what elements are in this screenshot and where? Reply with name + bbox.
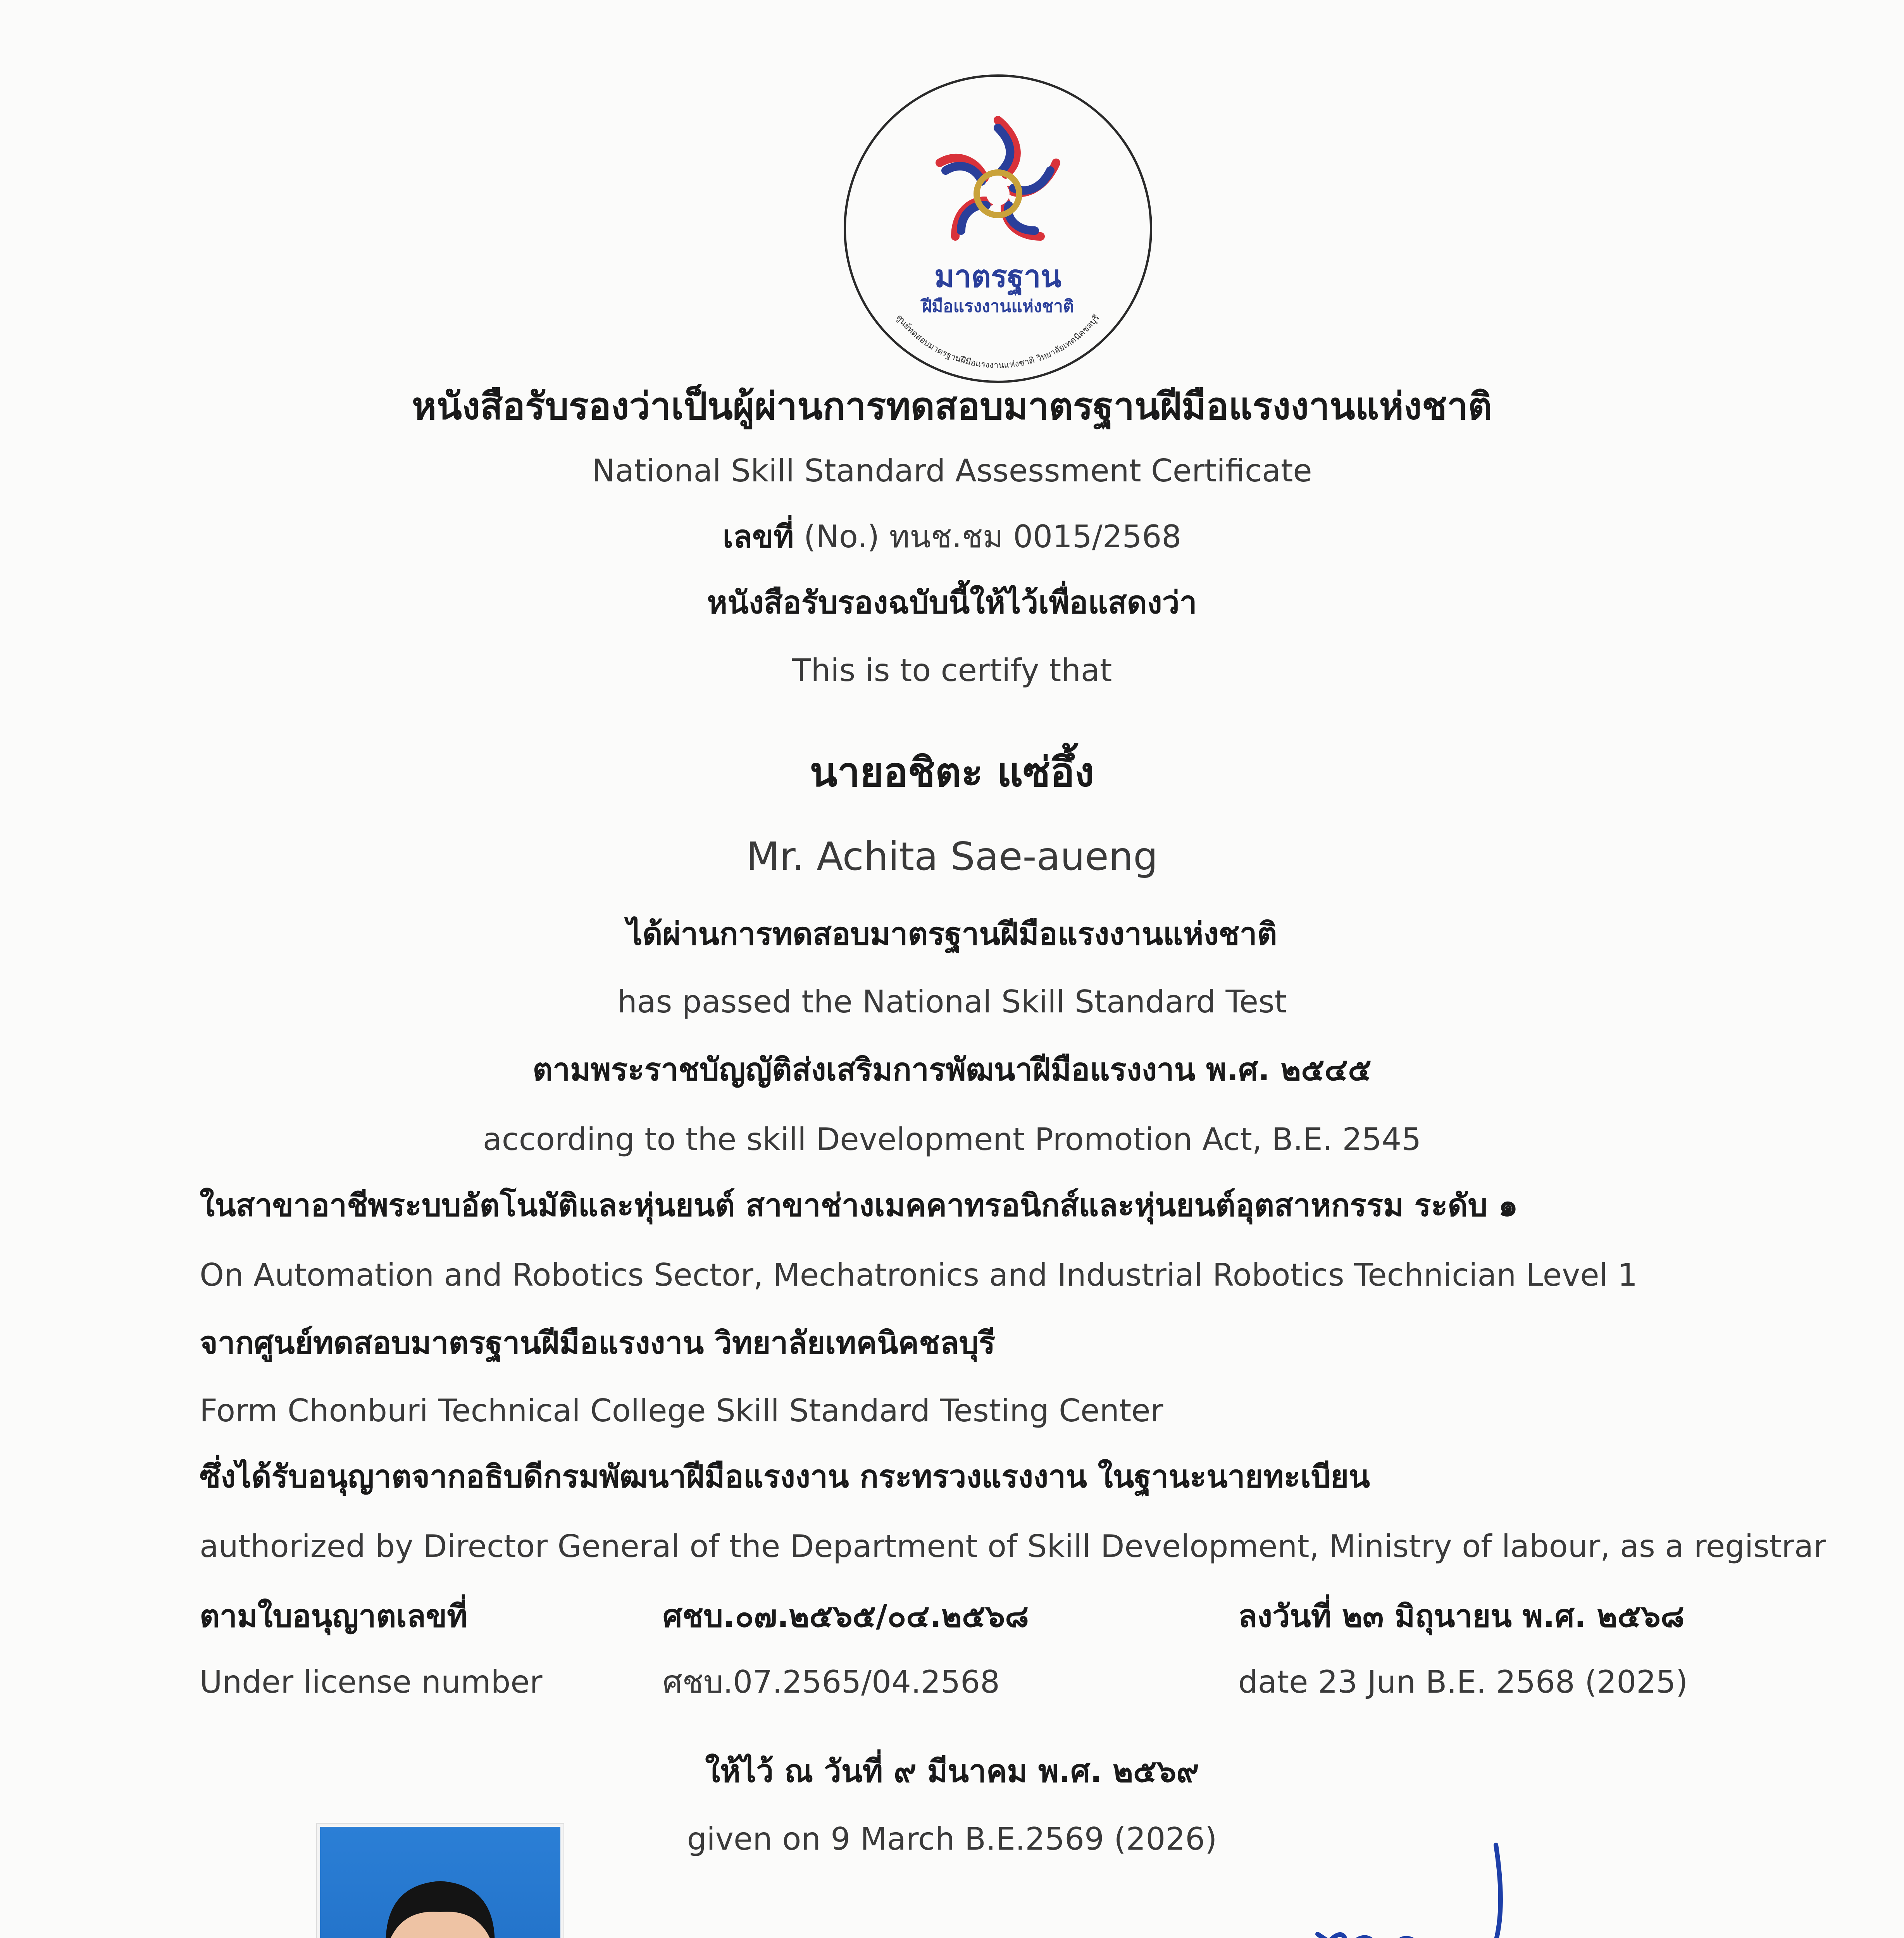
license-label-th: ตามใบอนุญาตเลขที่ xyxy=(200,1598,468,1634)
signature-icon xyxy=(1209,1837,1527,1938)
authorization-th: ซึ่งได้รับอนุญาตจากอธิบดีกรมพัฒนาฝีมือแรงงาน กระทรวงแรงงาน ในฐานะนายทะเบียน xyxy=(200,1459,1370,1495)
certificate-number xyxy=(0,519,1904,555)
recipient-name-th: นายอชิตะ แซ่อึ้ง xyxy=(810,748,1094,796)
number-value: ทนช.ชม 0015/2568 xyxy=(889,519,1182,555)
given-th: ให้ไว้ ณ วันที่ ๙ มีนาคม พ.ศ. ๒๕๖๙ xyxy=(705,1753,1199,1789)
act-th: ตามพระราชบัญญัติส่งเสริมการพัฒนาฝีมือแรงงาน พ.ศ. ๒๕๔๕ xyxy=(532,1052,1372,1088)
authorization-en: authorized by Director General of the Department of Skill Development, Ministry of labour, as a registrar xyxy=(200,1528,1826,1564)
number-label-en: (No.) xyxy=(803,519,880,555)
license-label-en: Under license number xyxy=(200,1664,543,1700)
logo-text-sub: ฝีมือแรงงานแห่งชาติ xyxy=(922,297,1074,316)
portrait-figure xyxy=(320,1827,560,1938)
act-en: according to the skill Development Promotion Act, B.E. 2545 xyxy=(482,1121,1422,1157)
certificate-title-th: หนังสือรับรองว่าเป็นผู้ผ่านการทดสอบมาตรฐานฝีมือแรงงานแห่งชาติ xyxy=(412,384,1492,428)
center-en: Form Chonburi Technical College Skill Standard Testing Center xyxy=(200,1393,1163,1429)
portrait-photo-icon xyxy=(317,1824,563,1938)
passed-en: has passed the National Skill Standard Test xyxy=(617,984,1287,1020)
given-en: given on 9 March B.E.2569 (2026) xyxy=(687,1821,1217,1857)
passed-th: ได้ผ่านการทดสอบมาตรฐานฝีมือแรงงานแห่งชาติ xyxy=(627,916,1277,952)
certificate-title-en: National Skill Standard Assessment Certificate xyxy=(592,453,1312,489)
license-number-en: ศชบ.07.2565/04.2568 xyxy=(663,1664,1000,1700)
sector-th: ในสาขาอาชีพระบบอัตโนมัติและหุ่นยนต์ สาขาช่างเมคคาทรอนิกส์และหุ่นยนต์อุตสาหกรรม ระดับ ๑ xyxy=(200,1187,1518,1223)
sector-en: On Automation and Robotics Sector, Mechatronics and Industrial Robotics Technician Level 1 xyxy=(200,1257,1638,1293)
certify-th: หนังสือรับรองฉบับนี้ให้ไว้เพื่อแสดงว่า xyxy=(707,585,1197,621)
logo-ring-text: ศูนย์ทดสอบมาตรฐานฝีมือแรงงานแห่งชาติ วิทยาลัยเทคนิคชลบุรี xyxy=(894,313,1102,371)
license-date-en: date 23 Jun B.E. 2568 (2025) xyxy=(1238,1664,1688,1700)
certify-en: This is to certify that xyxy=(792,652,1112,688)
skill-standard-logo-icon xyxy=(839,70,1157,388)
center-th: จากศูนย์ทดสอบมาตรฐานฝีมือแรงงาน วิทยาลัยเทคนิคชลบุรี xyxy=(200,1325,996,1361)
number-label-th: เลขที่ xyxy=(722,519,794,555)
logo-text-main: มาตรฐาน xyxy=(934,259,1061,294)
license-date-th: ลงวันที่ ๒๓ มิถุนายน พ.ศ. ๒๕๖๘ xyxy=(1238,1598,1685,1634)
license-number-th: ศชบ.๐๗.๒๕๖๕/๐๔.๒๕๖๘ xyxy=(663,1598,1029,1634)
recipient-name-en: Mr. Achita Sae-aueng xyxy=(746,834,1158,879)
